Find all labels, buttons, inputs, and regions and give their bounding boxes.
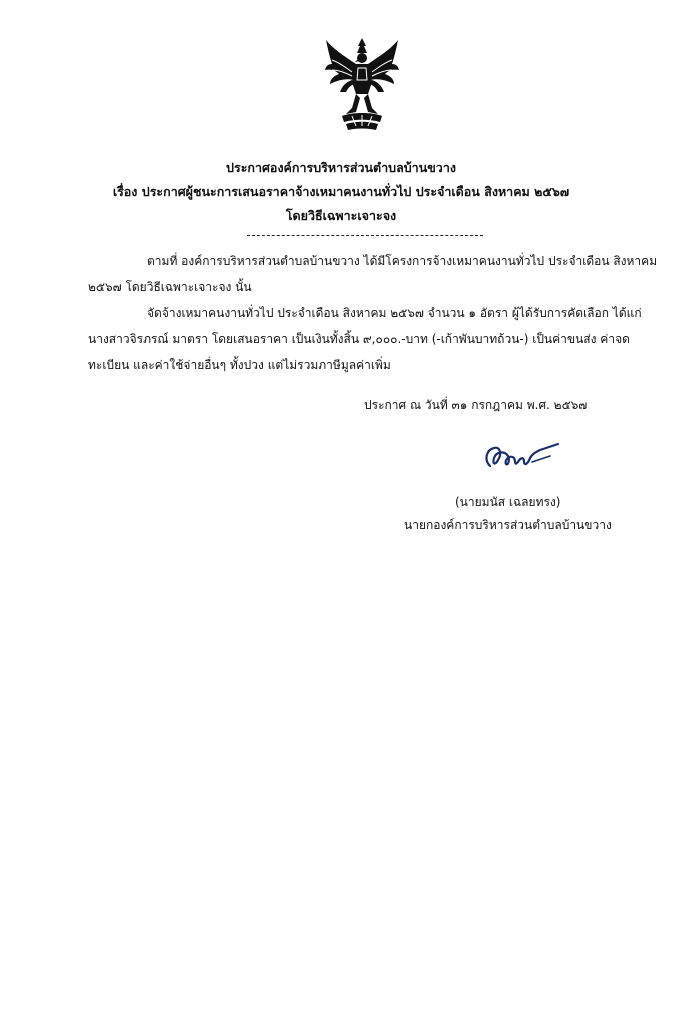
paragraph-1-line-2: ๒๕๖๗ โดยวิธีเฉพาะเจาะจง นั้น (88, 280, 252, 294)
header-subject: เรื่อง ประกาศผู้ชนะการเสนอราคาจ้างเหมาคนงานทั่วไป ประจำเดือน สิงหาคม ๒๕๖๗ (112, 184, 570, 199)
garuda-emblem-icon (322, 36, 402, 132)
header-title: ประกาศองค์การบริหารส่วนตำบลบ้านขวาง (226, 160, 456, 175)
header-divider (247, 235, 483, 236)
paragraph-2-line-3: ทะเบียน และค่าใช้จ่ายอื่นๆ ทั้งปวง แต่ไม่รวมภาษีมูลค่าเพิ่ม (88, 358, 391, 372)
announcement-date: ประกาศ ณ วันที่ ๓๑ กรกฎาคม พ.ศ. ๒๕๖๗ (364, 398, 588, 412)
paragraph-1-line-1: ตามที่ องค์การบริหารส่วนตำบลบ้านขวาง ได้มีโครงการจ้างเหมาคนงานทั่วไป ประจำเดือน สิงหาคม (147, 254, 658, 268)
paragraph-2-line-1: จัดจ้างเหมาคนงานทั่วไป ประจำเดือน สิงหาคม ๒๕๖๗ จำนวน ๑ อัตรา ผู้ได้รับการคัดเลือก ได้แก่ (147, 306, 642, 320)
signer-name: (นายมนัส เฉลยทรง) (455, 495, 561, 509)
header-method: โดยวิธีเฉพาะเจาะจง (285, 208, 397, 223)
signer-title: นายกองค์การบริหารส่วนตำบลบ้านขวาง (404, 518, 612, 532)
signature-icon (480, 436, 564, 476)
paragraph-2-line-2: นางสาวจิรภรณ์ มาตรา โดยเสนอราคา เป็นเงินทั้งสิ้น ๙,๐๐๐.-บาท (-เก้าพันบาทถ้วน-) เป็นค่าขนส่ง ค่าจด (88, 332, 630, 346)
